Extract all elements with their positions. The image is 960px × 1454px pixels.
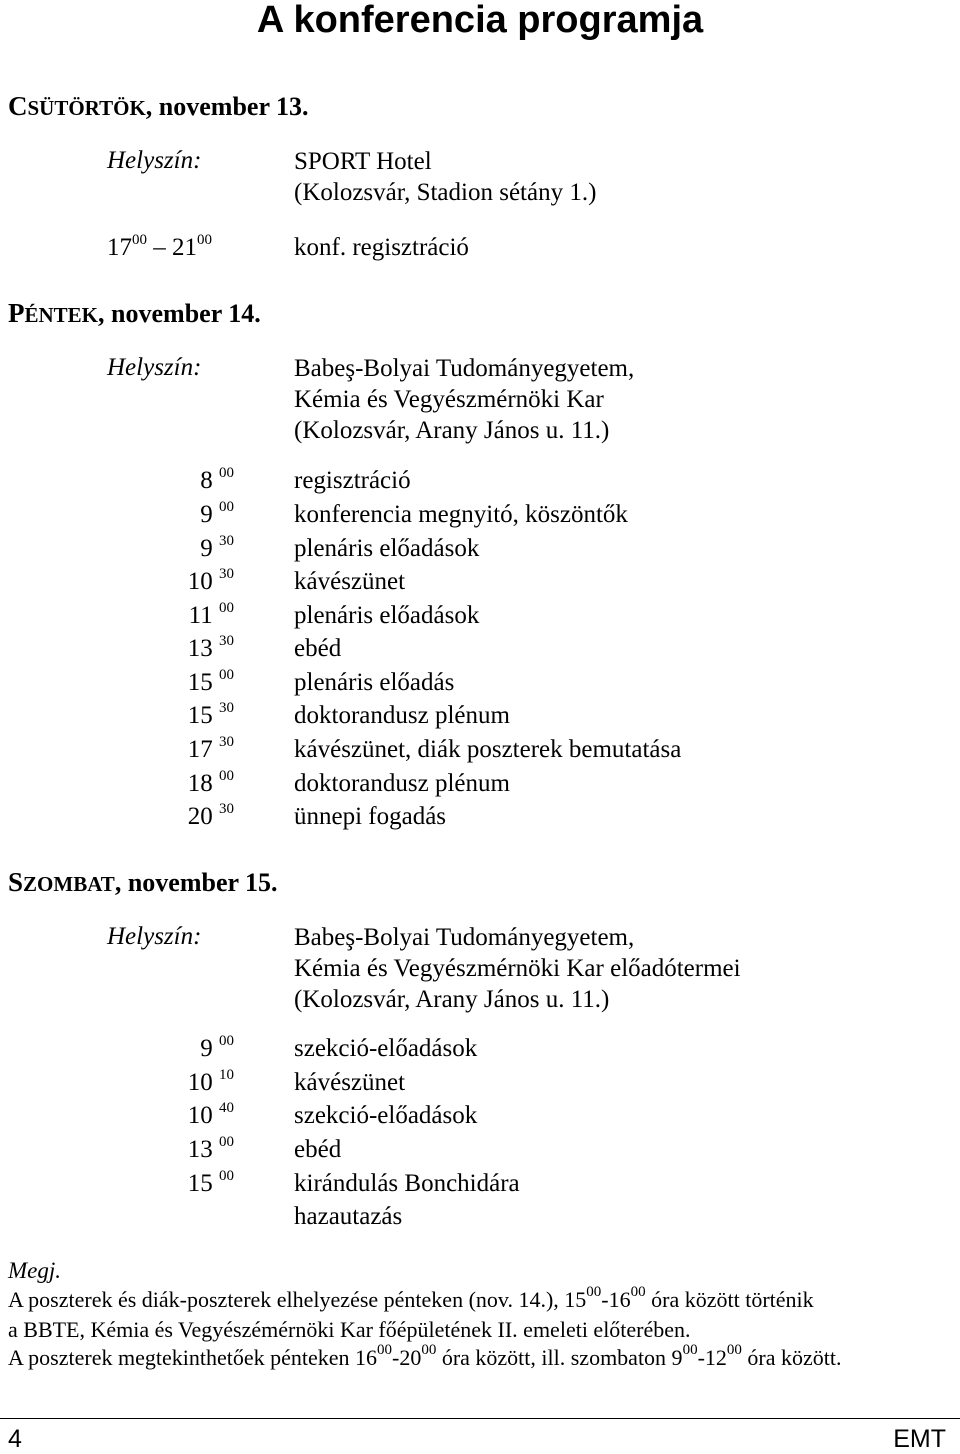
schedule-row: [0, 231, 960, 265]
time: [188, 632, 234, 666]
time-separator: –: [147, 234, 172, 261]
schedule-row: [0, 699, 960, 733]
time-hour: 15: [187, 669, 213, 696]
schedule-row: [0, 532, 960, 566]
note-text: óra között, ill. szombaton 9: [436, 1345, 683, 1370]
schedule-row: [0, 767, 960, 801]
day-initial: C: [8, 91, 28, 121]
time: [200, 464, 234, 498]
time: [200, 1032, 234, 1066]
time-hour: 9: [200, 1035, 213, 1062]
page-number: 4: [8, 1425, 22, 1453]
schedule-desc: doktorandusz plénum: [294, 770, 510, 797]
time: [188, 699, 234, 733]
day-date: , november 14.: [98, 299, 261, 328]
note-text: -20: [392, 1345, 422, 1370]
time: [188, 767, 234, 801]
schedule-desc: kávészünet: [294, 1069, 406, 1096]
time-minute: 30: [219, 566, 234, 582]
time: [188, 1066, 234, 1100]
venue-saturday: [294, 922, 741, 1015]
day-heading-saturday: [8, 866, 278, 900]
time-hour: 17: [107, 234, 132, 261]
schedule-row: [0, 800, 960, 834]
schedule-desc: kávészünet, diák poszterek bemutatása: [294, 736, 682, 763]
page-footer: [0, 1418, 960, 1453]
note-line: [8, 1343, 841, 1372]
note-minute: 00: [630, 1284, 646, 1300]
note-text: -16: [601, 1287, 631, 1312]
venue-thursday: [294, 146, 596, 208]
note-text: A poszterek megtekinthetőek pénteken 16: [8, 1345, 377, 1370]
time-hour: 13: [187, 635, 213, 662]
schedule-desc: kávészünet: [294, 568, 406, 595]
time-minute: 30: [219, 700, 234, 716]
schedule-row: [0, 1099, 960, 1133]
time-minute: 30: [219, 633, 234, 649]
day-heading-friday: [8, 297, 261, 331]
footer-org: EMT: [893, 1425, 946, 1453]
location-label: Helyszín:: [107, 354, 202, 381]
time: [200, 532, 234, 566]
note-label: Megj.: [8, 1258, 62, 1283]
location-label: Helyszín:: [107, 147, 202, 174]
day-name: SÜTÖRTÖK: [27, 96, 146, 120]
venue-line: Kémia és Vegyészmérnöki Kar: [294, 386, 604, 413]
time-minute: 00: [219, 1033, 234, 1049]
schedule-row: [0, 632, 960, 666]
schedule-desc: konferencia megnyitó, köszöntők: [294, 501, 628, 528]
time-minute: 00: [219, 499, 234, 515]
time-minute: 00: [219, 667, 234, 683]
time-hour: 15: [187, 1170, 213, 1197]
time-minute: 30: [219, 533, 234, 549]
time-minute: 40: [219, 1100, 234, 1116]
schedule-row: [0, 1032, 960, 1066]
schedule-desc: konf. regisztráció: [294, 234, 469, 261]
note-text: óra között történik: [645, 1287, 814, 1312]
time-hour: 17: [187, 736, 213, 763]
note-minute: 00: [421, 1342, 437, 1358]
note-text: óra között.: [741, 1345, 842, 1370]
note-minute: 00: [586, 1284, 602, 1300]
time-minute: 00: [219, 1168, 234, 1184]
schedule-desc: doktorandusz plénum: [294, 702, 510, 729]
schedule-row: [0, 1167, 960, 1201]
time: [200, 498, 234, 532]
note-minute: 00: [682, 1342, 698, 1358]
day-date: , november 13.: [145, 92, 309, 121]
note-line: [8, 1285, 814, 1314]
schedule-desc: ünnepi fogadás: [294, 803, 447, 830]
schedule-desc: kirándulás Bonchidára: [294, 1170, 520, 1197]
day-name: ÉNTEK: [24, 303, 99, 327]
page-title: A konferencia programja: [256, 0, 704, 41]
time-hour: 10: [187, 1069, 213, 1096]
time: [188, 1167, 234, 1201]
schedule-desc: szekció-előadások: [294, 1102, 478, 1129]
time: [188, 1099, 234, 1133]
time-minute: 00: [219, 600, 234, 616]
venue-line: (Kolozsvár, Arany János u. 11.): [294, 417, 610, 444]
venue-line: Babeş-Bolyai Tudományegyetem,: [294, 924, 635, 951]
note-text: -12: [697, 1345, 727, 1370]
schedule-desc: hazautazás: [294, 1203, 403, 1230]
schedule-desc: plenáris előadások: [294, 602, 480, 629]
schedule-row: [0, 1200, 960, 1234]
schedule-desc: ebéd: [294, 635, 342, 662]
note-text: A poszterek és diák-poszterek elhelyezése pénteken (nov. 14.), 15: [8, 1287, 587, 1312]
time-hour: 10: [187, 1102, 213, 1129]
time-hour: 15: [187, 702, 213, 729]
schedule-row: [0, 565, 960, 599]
time: [188, 666, 234, 700]
note-line: a BBTE, Kémia és Vegyészémérnöki Kar főépületének II. emeleti előterében.: [8, 1317, 691, 1342]
time-minute: 00: [132, 232, 147, 248]
venue-line: SPORT Hotel: [294, 148, 432, 175]
schedule-row: [0, 733, 960, 767]
schedule-desc: szekció-előadások: [294, 1035, 478, 1062]
time: [188, 565, 234, 599]
schedule-row: [0, 498, 960, 532]
day-initial: S: [8, 867, 24, 897]
schedule-desc: regisztráció: [294, 467, 411, 494]
time-range: [107, 231, 212, 265]
schedule-row: [0, 666, 960, 700]
day-initial: P: [8, 298, 25, 328]
time-minute: 00: [219, 1134, 234, 1150]
time-minute: 10: [219, 1067, 234, 1083]
time: [188, 733, 234, 767]
time-hour: 9: [200, 535, 213, 562]
schedule-row: [0, 464, 960, 498]
schedule-desc: plenáris előadások: [294, 535, 480, 562]
time-minute: 30: [219, 801, 234, 817]
time-minute: 00: [197, 232, 212, 248]
day-name: ZOMBAT: [23, 872, 115, 896]
location-label: Helyszín:: [107, 923, 202, 950]
schedule-desc: ebéd: [294, 1136, 342, 1163]
time-hour: 20: [187, 803, 213, 830]
time-hour: 13: [187, 1136, 213, 1163]
time-minute: 30: [219, 734, 234, 750]
time-minute: 00: [219, 465, 234, 481]
time-hour: 21: [172, 234, 197, 261]
day-heading-thursday: [8, 90, 309, 124]
schedule-row: [0, 1133, 960, 1167]
venue-line: Kémia és Vegyészmérnöki Kar előadótermei: [294, 955, 741, 982]
time-hour: 11: [188, 602, 213, 629]
venue-friday: [294, 353, 634, 446]
time: [189, 599, 234, 633]
note-minute: 00: [726, 1342, 742, 1358]
time: [188, 800, 234, 834]
venue-line: Babeş-Bolyai Tudományegyetem,: [294, 355, 635, 382]
time-hour: 10: [187, 568, 213, 595]
time-hour: 9: [200, 501, 213, 528]
note-minute: 00: [377, 1342, 392, 1358]
schedule-row: [0, 599, 960, 633]
schedule-row: [0, 1066, 960, 1100]
day-date: , november 15.: [114, 868, 278, 897]
time-hour: 18: [187, 770, 213, 797]
time-hour: 8: [200, 467, 213, 494]
venue-line: (Kolozsvár, Arany János u. 11.): [294, 986, 610, 1013]
time-minute: 00: [219, 768, 234, 784]
time: [188, 1133, 234, 1167]
schedule-desc: plenáris előadás: [294, 669, 455, 696]
venue-line: (Kolozsvár, Stadion sétány 1.): [294, 179, 597, 206]
